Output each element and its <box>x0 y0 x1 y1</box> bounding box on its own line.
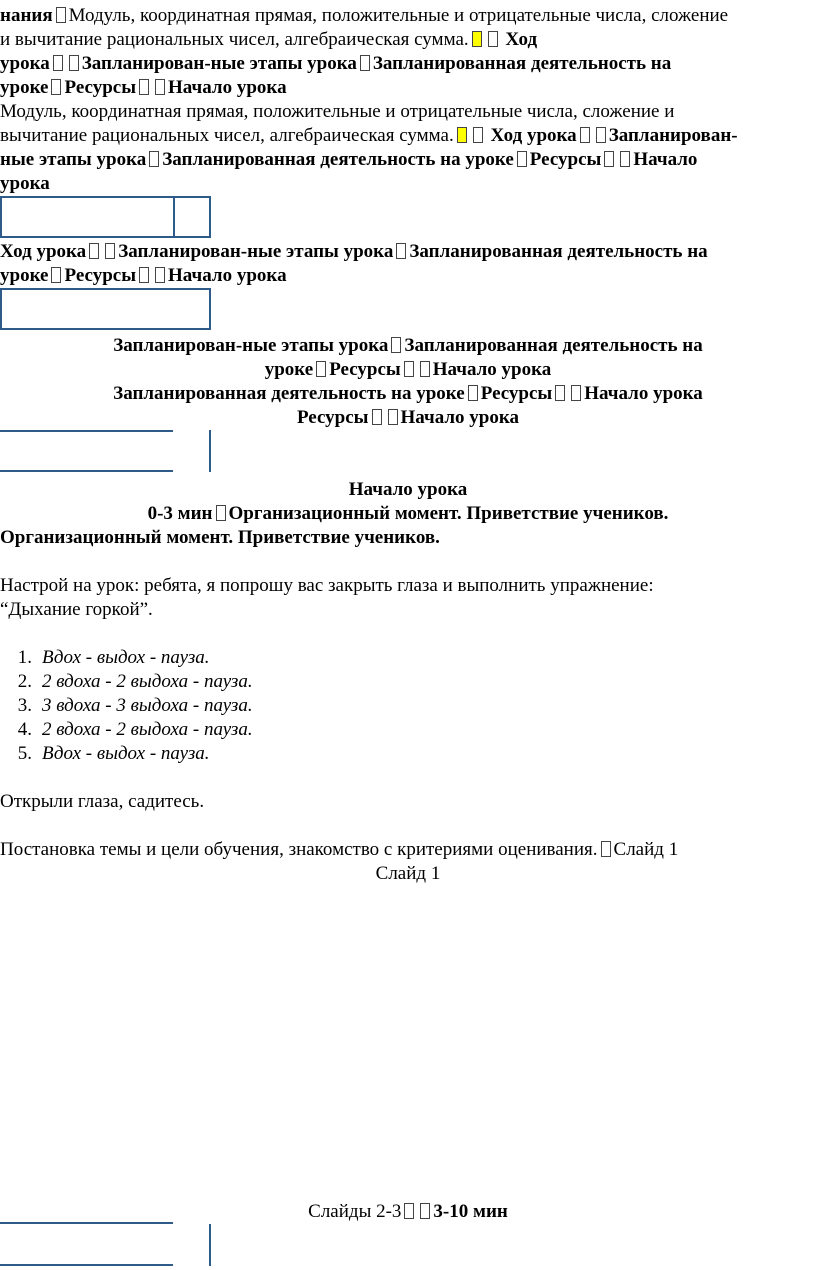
stage-name-repeat: Организационный момент. Приветствие учеников. <box>0 527 440 548</box>
table-border-line <box>0 470 173 472</box>
missing-glyph-icon <box>404 361 414 377</box>
missing-glyph-icon <box>488 31 498 47</box>
missing-glyph-icon <box>468 385 478 401</box>
p1-heading-part: урока <box>0 53 50 74</box>
p2-heading-part: Запланирован- <box>608 125 738 146</box>
missing-glyph-icon <box>149 151 159 167</box>
list-number: 3. <box>17 695 32 716</box>
p4-line-2 <box>0 358 816 382</box>
p1-heading-start: Ход <box>505 29 538 50</box>
p4-heading-part: Ресурсы <box>480 383 553 404</box>
missing-glyph-icon <box>216 505 226 521</box>
p3-line-2 <box>0 264 287 288</box>
missing-glyph-icon <box>139 267 149 283</box>
slide-reference: Слайд 1 <box>613 839 679 860</box>
intro-line-2: “Дыхание горкой”. <box>0 599 153 620</box>
p1-line-2 <box>0 28 537 52</box>
missing-glyph-icon <box>51 267 61 283</box>
p2-line-3 <box>0 148 697 172</box>
list-item <box>0 670 253 694</box>
p1-heading-part: Ресурсы <box>64 77 137 98</box>
p4-heading-part: Запланированная деятельность на <box>404 335 703 356</box>
p1-line-4 <box>0 76 287 100</box>
list-number: 4. <box>17 719 32 740</box>
highlighted-glyph-icon <box>472 31 482 47</box>
p4-heading-part: Ресурсы <box>296 407 369 428</box>
table-border-line <box>209 430 211 472</box>
missing-glyph-icon <box>139 79 149 95</box>
missing-glyph-icon <box>620 151 630 167</box>
p1-bold-fragment: нания <box>0 5 53 26</box>
intro-line-1: Настрой на урок: ребята, я попрошу вас закрыть глаза и выполнить упражнение: <box>0 575 654 596</box>
slides-footer <box>0 1200 816 1224</box>
missing-glyph-icon <box>604 151 614 167</box>
table-fragment-box <box>0 288 211 330</box>
highlighted-glyph-icon <box>457 127 467 143</box>
p3-line-1 <box>0 240 708 264</box>
p2-text: вычитание рациональных чисел, алгебраическая сумма. <box>0 125 454 146</box>
p4-heading-part: Начало урока <box>400 407 520 428</box>
p4-line-1 <box>0 334 816 358</box>
missing-glyph-icon <box>388 409 398 425</box>
p1-line-3 <box>0 52 671 76</box>
missing-glyph-icon <box>69 55 79 71</box>
p1-line-1 <box>0 4 728 28</box>
list-text: Вдох - выдох - пауза. <box>42 647 210 668</box>
p1-text-1: Модуль, координатная прямая, положительные и отрицательные числа, сложение <box>68 5 729 26</box>
p2-heading-part: Запланированная деятельность на уроке <box>162 149 514 170</box>
table-border-line <box>0 1264 173 1266</box>
p3-heading-part: Ход урока <box>0 241 87 262</box>
p1-heading-part: Запланированная деятельность на <box>372 53 672 74</box>
missing-glyph-icon <box>404 1203 414 1219</box>
missing-glyph-icon <box>555 385 565 401</box>
missing-glyph-icon <box>391 337 401 353</box>
missing-glyph-icon <box>580 127 590 143</box>
missing-glyph-icon <box>517 151 527 167</box>
table-fragment-box <box>0 196 211 238</box>
p3-heading-part: Запланирован-ные этапы урока <box>118 241 394 262</box>
p4-heading-part: Запланированная деятельность на уроке <box>113 383 465 404</box>
list-item <box>0 742 210 766</box>
p4-heading-part: Начало урока <box>584 383 703 404</box>
stage-name: Организационный момент. Приветствие учеников. <box>228 503 669 524</box>
p1-heading-part: Начало урока <box>168 77 287 98</box>
missing-glyph-icon <box>316 361 326 377</box>
p1-text-2: и вычитание рациональных чисел, алгебраическая сумма. <box>0 29 469 50</box>
missing-glyph-icon <box>372 409 382 425</box>
missing-glyph-icon <box>105 243 115 259</box>
p2-heading-part: Ход урока <box>490 125 577 146</box>
missing-glyph-icon <box>571 385 581 401</box>
section-subtitle <box>0 502 816 526</box>
p2-line-4: урока <box>0 173 50 194</box>
p2-heading-part: Ресурсы <box>529 149 602 170</box>
p1-heading-part: уроке <box>0 77 49 98</box>
p3-heading-part: уроке <box>0 265 49 286</box>
list-item <box>0 694 253 718</box>
outro-text: Открыли глаза, садитесь. <box>0 791 205 812</box>
missing-glyph-icon <box>596 127 606 143</box>
list-number: 2. <box>17 671 32 692</box>
section-title: Начало урока <box>348 479 468 500</box>
p4-heading-part: Начало урока <box>432 359 552 380</box>
p3-heading-part: Запланированная деятельность на <box>409 241 708 262</box>
list-item <box>0 646 210 670</box>
missing-glyph-icon <box>155 267 165 283</box>
missing-glyph-icon <box>396 243 406 259</box>
list-text: 2 вдоха - 2 выдоха - пауза. <box>42 671 253 692</box>
missing-glyph-icon <box>51 79 61 95</box>
p4-line-4 <box>0 406 816 430</box>
topic-line <box>0 838 678 862</box>
topic-text: Постановка темы и цели обучения, знакомство с критериями оценивания. <box>0 839 598 860</box>
p2-heading-part: ные этапы урока <box>0 149 147 170</box>
list-number: 1. <box>17 647 32 668</box>
missing-glyph-icon <box>155 79 165 95</box>
p2-line-1: Модуль, координатная прямая, положительные и отрицательные числа, сложение и <box>0 101 675 122</box>
missing-glyph-icon <box>601 841 611 857</box>
list-text: 2 вдоха - 2 выдоха - пауза. <box>42 719 253 740</box>
table-border-line <box>0 1222 173 1224</box>
p1-heading-part: Запланирован-ные этапы урока <box>81 53 357 74</box>
p2-heading-part: Начало <box>633 149 698 170</box>
list-item <box>0 718 253 742</box>
time-range: 0-3 мин <box>147 503 213 524</box>
missing-glyph-icon <box>53 55 63 71</box>
p3-heading-part: Ресурсы <box>64 265 137 286</box>
slide-reference-repeat: Слайд 1 <box>375 863 441 884</box>
table-border-line <box>209 1224 211 1266</box>
missing-glyph-icon <box>420 1203 430 1219</box>
table-cell-divider <box>173 196 175 238</box>
p3-heading-part: Начало урока <box>168 265 287 286</box>
missing-glyph-icon <box>360 55 370 71</box>
slides-range: Слайды 2-3 <box>308 1201 402 1222</box>
list-text: 3 вдоха - 3 выдоха - пауза. <box>42 695 253 716</box>
missing-glyph-icon <box>56 7 66 23</box>
p4-heading-part: Ресурсы <box>329 359 401 380</box>
list-text: Вдох - выдох - пауза. <box>42 743 210 764</box>
missing-glyph-icon <box>473 127 483 143</box>
p4-heading-part: Запланирован-ные этапы урока <box>113 335 389 356</box>
p4-heading-part: уроке <box>264 359 314 380</box>
missing-glyph-icon <box>89 243 99 259</box>
missing-glyph-icon <box>420 361 430 377</box>
list-number: 5. <box>17 743 32 764</box>
p4-line-3 <box>0 382 816 406</box>
table-border-line <box>0 430 173 432</box>
p2-line-2 <box>0 124 738 148</box>
time-range: 3-10 мин <box>433 1201 508 1222</box>
